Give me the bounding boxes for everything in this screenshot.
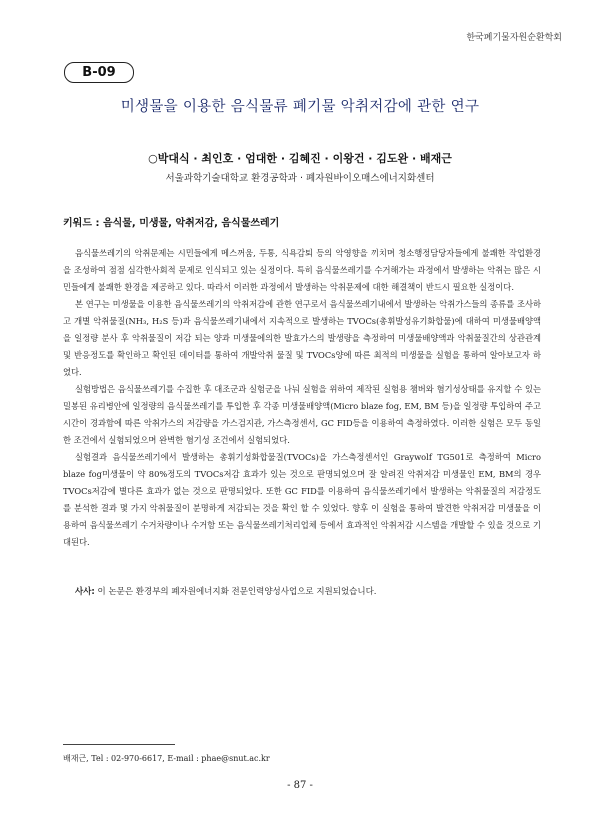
paragraph: 실험방법은 음식물쓰레기를 수집한 후 대조군과 실험군을 나눠 실험을 위하여 제작된 실험용 챔버와 혐기성상태를 유지할 수 있는 밀봉된 유리병안에 일정량의 음식물쓰레기를 투입한 후 각종 미생물배양액(Micro blaze fog, EM, BM 등)을 일정량 투입하여 주고 시간이 경과함에 따른 악취가스의 저감량을 가스검지관, 가스측정센서, GC FID등을 이용하여 측정하였다. 이러한 실험은 모두 동일한 조건에서 실험되었으며 완벽한 혐기성 조건에서 실험되었다. [63, 384, 541, 445]
paragraph: 실험결과 음식물쓰레기에서 발생하는 총휘기성화합물질(TVOCs)을 가스측정센서인 Graywolf TG501로 측정하여 Micro blaze fog미생물이 약 80%정도의 TVOCs저감 효과가 있는 것으로 판명되었으며 잘 알려진 악취저감 미생물인 EM, BM의 경우 TVOCs저감에 별다른 효과가 없는 것으로 판명되었다. 또한 GC FID를 이용하여 음식물쓰레기에서 발생하는 악취물질의 저감정도를 분석한 결과 몇 가지 악취물질이 분명하게 저감되는 것을 확인 할 수 있었다. 향후 이 실험을 통하여 발견한 악취저감 미생물을 이용하여 음식물쓰레기 수거차량이나 수거함 또는 음식물쓰레기처리업체 등에서 효과적인 악취저감 시스템을 개발할 수 있을 것으로 기대된다. [63, 452, 541, 547]
paper-code-badge: B-09 [64, 62, 134, 83]
footnote-divider [63, 744, 175, 745]
author-list: ○박대식 · 최인호 · 엄대한 · 김혜진 · 이왕건 · 김도완 · 배재근 [148, 152, 452, 165]
keywords: 키워드 : 음식물, 미생물, 악취저감, 음식물쓰레기 [63, 218, 280, 229]
acknowledgement-text: 이 논문은 환경부의 폐자원에너지화 전문인력양성사업으로 지원되었습니다. [94, 587, 377, 597]
footnote: 배재근, Tel : 02-970-6617, E-mail : phae@snut.ac.kr [63, 754, 270, 763]
acknowledgement-label: 사사: [75, 587, 95, 597]
page-number: - 87 - [287, 780, 313, 791]
paper-title: 미생물을 이용한 음식물류 폐기물 악취저감에 관한 연구 [120, 99, 480, 115]
acknowledgement [63, 584, 541, 601]
affiliation: 서울과학기술대학교 환경공학과 · 폐자원바이오매스에너지화센터 [165, 173, 435, 184]
abstract-body [63, 245, 541, 551]
journal-header: 한국폐기물자원순환학회 [466, 33, 562, 43]
paragraph: 본 연구는 미생물을 이용한 음식물쓰레기의 악취저감에 관한 연구로서 음식물쓰레기내에서 발생하는 악취가스들의 종류를 조사하고 개별 악취물질(NH₃, H₂S 등)과 음식물쓰레기내에서 지속적으로 발생하는 TVOCs(총휘발성유기화합물)에 대하여 미생물배양액을 일정량 분사 후 악취물질이 저감 되는 양과 미생물에의한 발효가스의 발생량을 측정하여 미생물배양액과 악취물질간의 상관관계 및 반응정도를 확인하고 확인된 데이터를 통하여 개발악취 물질 및 TVOCs양에 따른 최적의 미생물을 실험을 통하여 알아보고자 하였다. [63, 299, 541, 377]
paragraph: 음식물쓰레기의 악취문제는 시민들에게 메스꺼움, 두통, 식욕감퇴 등의 악영향을 끼치며 청소행정담당자들에게 불쾌한 작업환경을 조성하여 점점 심각한사회적 문제로 인식되고 있는 실정이다. 특히 음식물쓰레기를 수거해가는 과정에서 발생하는 악취는 많은 시민들에게 불쾌한 환경을 제공하고 있다. 따라서 이러한 과정에서 발생하는 악취문제에 대한 해결책이 반드시 필요한 실정이다. [63, 248, 541, 292]
